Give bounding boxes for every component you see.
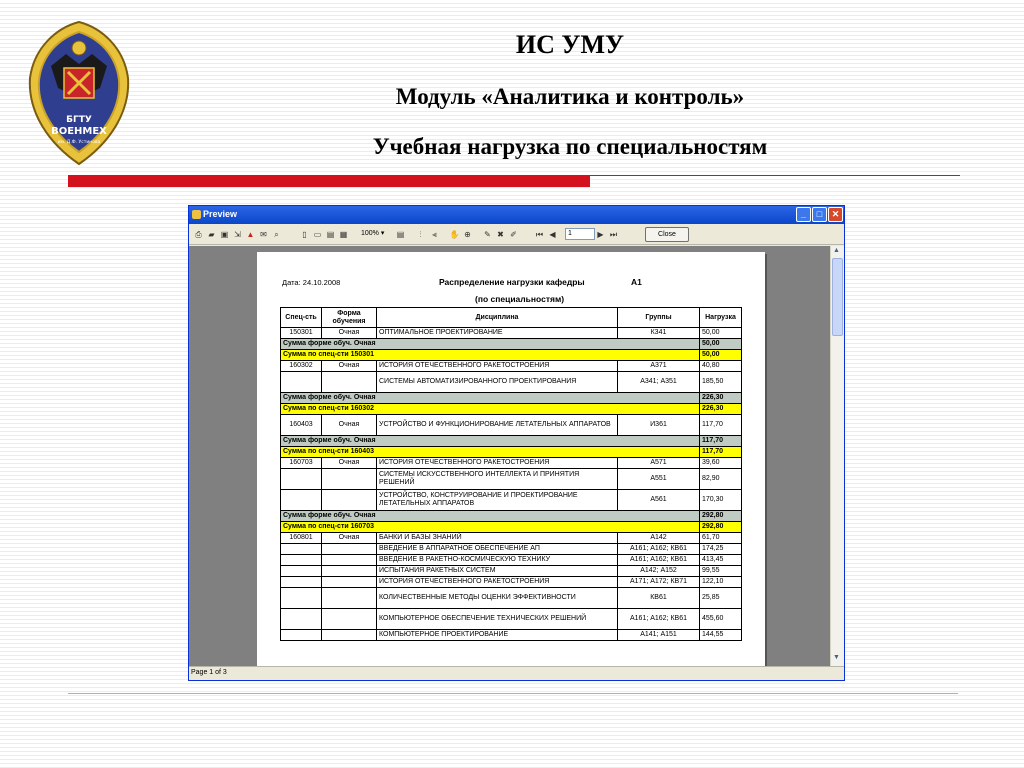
table-row: [281, 458, 742, 469]
report-date: Дата: 24.10.2008: [282, 278, 341, 287]
table-cell-disc: КОМПЬЮТЕРНОЕ ОБЕСПЕЧЕНИЕ ТЕХНИЧЕСКИХ РЕШЕНИЙ: [377, 609, 618, 630]
open-icon[interactable]: ▰: [208, 230, 215, 239]
table-cell-form: Очная: [322, 415, 377, 436]
column-header: Спец-сть: [281, 308, 322, 328]
table-cell-load: 174,25: [700, 544, 742, 555]
table-cell-load: 185,50: [700, 372, 742, 393]
page-subtitle: Учебная нагрузка по специальностям: [372, 134, 768, 159]
bottom-divider: [68, 693, 958, 694]
report-dept: А1: [631, 277, 642, 287]
table-cell-disc: СИСТЕМЫ ИСКУССТВЕННОГО ИНТЕЛЛЕКТА И ПРИНЯТИЯ РЕШЕНИЙ: [377, 469, 618, 490]
table-cell-form: [322, 544, 377, 555]
table-cell-load: 99,55: [700, 566, 742, 577]
form-total-row: [281, 436, 742, 447]
table-row: [281, 533, 742, 544]
table-cell-disc: ВВЕДЕНИЕ В АППАРАТНОЕ ОБЕСПЕЧЕНИЕ АП: [377, 544, 618, 555]
table-cell-load: 455,60: [700, 609, 742, 630]
table-cell-groups: А142; А152: [618, 566, 700, 577]
report-table-body: [281, 328, 742, 641]
table-cell-spec: [281, 588, 322, 609]
table-cell-groups: КВ61: [618, 588, 700, 609]
table-cell-spec: [281, 577, 322, 588]
table-cell-load: 50,00: [700, 339, 742, 350]
table-cell-spec: [281, 609, 322, 630]
table-cell-form: [322, 609, 377, 630]
column-header: Дисциплина: [377, 308, 618, 328]
table-row: [281, 415, 742, 436]
page-title: ИС УМУ: [515, 30, 625, 59]
column-header: Форма обучения: [322, 308, 377, 328]
table-cell-groups: А142: [618, 533, 700, 544]
table-cell-groups: А571: [618, 458, 700, 469]
table-cell-spec: 160302: [281, 361, 322, 372]
zoom-select[interactable]: 100% ▾: [361, 230, 385, 237]
table-cell-disc: КОЛИЧЕСТВЕННЫЕ МЕТОДЫ ОЦЕНКИ ЭФФЕКТИВНОСТИ: [377, 588, 618, 609]
spec-total-row: [281, 522, 742, 533]
table-cell-form: [322, 469, 377, 490]
table-cell-load: 122,10: [700, 577, 742, 588]
red-divider-line: [590, 175, 960, 176]
design-icon[interactable]: ✐: [510, 230, 517, 239]
table-cell-label: Сумма форме обуч. Очная: [281, 436, 700, 447]
table-cell-groups: А341; А351: [618, 372, 700, 393]
table-cell-load: 226,30: [700, 404, 742, 415]
table-cell-spec: [281, 544, 322, 555]
red-divider-bar: [68, 175, 590, 187]
table-cell-load: 226,30: [700, 393, 742, 404]
print-icon[interactable]: ⎙: [195, 230, 202, 239]
page-setup-icon[interactable]: ▤: [396, 230, 405, 239]
logo-text-bottom: им. Д.Ф. Устинова: [57, 140, 101, 145]
find-icon[interactable]: ⌕: [274, 230, 279, 239]
table-cell-groups: К341: [618, 328, 700, 339]
table-cell-groups: И361: [618, 415, 700, 436]
table-row: [281, 372, 742, 393]
table-cell-groups: А141; А151: [618, 630, 700, 641]
table-cell-disc: УСТРОЙСТВО И ФУНКЦИОНИРОВАНИЕ ЛЕТАТЕЛЬНЫХ АППАРАТОВ: [377, 415, 618, 436]
table-cell-label: Сумма по спец-сти 160703: [281, 522, 700, 533]
table-cell-label: Сумма по спец-сти 150301: [281, 350, 700, 361]
table-cell-groups: А371: [618, 361, 700, 372]
table-cell-form: [322, 490, 377, 511]
app-icon: [192, 210, 201, 219]
table-cell-label: Сумма по спец-сти 160403: [281, 447, 700, 458]
table-cell-disc: КОМПЬЮТЕРНОЕ ПРОЕКТИРОВАНИЕ: [377, 630, 618, 641]
table-cell-spec: [281, 469, 322, 490]
table-row: [281, 544, 742, 555]
window-title: Preview: [203, 209, 238, 219]
pdf-icon[interactable]: ▲: [246, 230, 255, 239]
table-cell-form: Очная: [322, 458, 377, 469]
header-footer-icon[interactable]: ⫷: [432, 230, 437, 239]
preview-toolbar: [189, 225, 844, 245]
window-titlebar[interactable]: [189, 206, 844, 224]
zoom-tool-icon[interactable]: ⊕: [464, 230, 471, 239]
table-cell-load: 50,00: [700, 328, 742, 339]
preview-area[interactable]: [189, 246, 830, 666]
table-row: [281, 577, 742, 588]
edit-page-icon[interactable]: ✎: [484, 230, 491, 239]
vertical-scrollbar[interactable]: [830, 246, 844, 666]
page-number-input[interactable]: 1: [565, 228, 595, 240]
table-cell-groups: А161; А162; КВ61: [618, 555, 700, 566]
table-cell-disc: ОПТИМАЛЬНОЕ ПРОЕКТИРОВАНИЕ: [377, 328, 618, 339]
last-page-icon[interactable]: ⏭: [609, 230, 618, 239]
table-cell-load: 40,80: [700, 361, 742, 372]
table-row: [281, 328, 742, 339]
table-cell-disc: БАНКИ И БАЗЫ ЗНАНИЙ: [377, 533, 618, 544]
table-cell-label: Сумма форме обуч. Очная: [281, 511, 700, 522]
table-cell-form: [322, 566, 377, 577]
margins-icon[interactable]: ⫶: [419, 230, 422, 239]
table-cell-form: Очная: [322, 361, 377, 372]
scroll-down-icon[interactable]: ▼: [833, 654, 840, 661]
report-subtitle: (по специальностям): [475, 294, 565, 304]
logo-text-mid: ВОЕНМЕХ: [51, 126, 107, 137]
spec-total-row: [281, 350, 742, 361]
save-icon[interactable]: ▣: [220, 230, 229, 239]
table-cell-disc: ИСПЫТАНИЯ РАКЕТНЫХ СИСТЕМ: [377, 566, 618, 577]
form-total-row: [281, 511, 742, 522]
table-cell-spec: 160801: [281, 533, 322, 544]
first-page-icon[interactable]: ⏮: [535, 230, 544, 239]
logo-text-top: БГТУ: [66, 115, 92, 125]
table-header-row: [281, 308, 742, 328]
table-cell-label: Сумма по спец-сти 160302: [281, 404, 700, 415]
table-cell-disc: ИСТОРИЯ ОТЕЧЕСТВЕННОГО РАКЕТОСТРОЕНИЯ: [377, 458, 618, 469]
table-cell-load: 50,00: [700, 350, 742, 361]
table-cell-form: [322, 555, 377, 566]
export-icon[interactable]: ⇲: [234, 230, 241, 239]
table-cell-spec: [281, 630, 322, 641]
table-cell-load: 413,45: [700, 555, 742, 566]
form-total-row: [281, 393, 742, 404]
table-row: [281, 630, 742, 641]
table-cell-groups: А561: [618, 490, 700, 511]
table-row: [281, 490, 742, 511]
table-cell-form: [322, 588, 377, 609]
table-cell-groups: А161; А162; КВ61: [618, 609, 700, 630]
delete-page-icon[interactable]: ✖: [497, 230, 504, 239]
one-page-icon[interactable]: ▯: [302, 230, 307, 239]
table-cell-disc: ИСТОРИЯ ОТЕЧЕСТВЕННОГО РАКЕТОСТРОЕНИЯ: [377, 577, 618, 588]
table-cell-spec: 150301: [281, 328, 322, 339]
table-cell-load: 117,70: [700, 447, 742, 458]
close-window-icon[interactable]: ✕: [828, 207, 843, 222]
preview-window: [188, 205, 845, 681]
table-row: [281, 361, 742, 372]
table-cell-form: [322, 630, 377, 641]
table-cell-load: 144,55: [700, 630, 742, 641]
multi-page-icon[interactable]: ▦: [339, 230, 348, 239]
table-cell-disc: ИСТОРИЯ ОТЕЧЕСТВЕННОГО РАКЕТОСТРОЕНИЯ: [377, 361, 618, 372]
table-cell-label: Сумма форме обуч. Очная: [281, 393, 700, 404]
email-icon[interactable]: ✉: [260, 230, 267, 239]
table-cell-load: 292,80: [700, 511, 742, 522]
table-cell-load: 292,80: [700, 522, 742, 533]
table-cell-groups: А551: [618, 469, 700, 490]
table-cell-load: 39,60: [700, 458, 742, 469]
scroll-thumb[interactable]: [832, 258, 843, 336]
table-cell-spec: [281, 555, 322, 566]
column-header: Нагрузка: [700, 308, 742, 328]
table-cell-spec: 160703: [281, 458, 322, 469]
table-cell-load: 117,70: [700, 436, 742, 447]
table-cell-form: Очная: [322, 533, 377, 544]
table-cell-label: Сумма форме обуч. Очная: [281, 339, 700, 350]
prev-page-icon[interactable]: ◀: [549, 230, 556, 239]
status-bar: [189, 666, 844, 680]
two-pages-icon[interactable]: ▭: [313, 230, 322, 239]
table-cell-load: 82,90: [700, 469, 742, 490]
table-cell-load: 61,70: [700, 533, 742, 544]
table-cell-load: 117,70: [700, 415, 742, 436]
module-title: Модуль «Аналитика и контроль»: [395, 84, 745, 109]
table-cell-groups: А171; А172; КВ71: [618, 577, 700, 588]
table-cell-spec: [281, 372, 322, 393]
table-row: [281, 609, 742, 630]
spec-total-row: [281, 447, 742, 458]
table-cell-disc: ВВЕДЕНИЕ В РАКЕТНО-КОСМИЧЕСКУЮ ТЕХНИКУ: [377, 555, 618, 566]
table-cell-disc: УСТРОЙСТВО, КОНСТРУИРОВАНИЕ И ПРОЕКТИРОВАНИЕ ЛЕТАТЕЛЬНЫХ АППАРАТОВ: [377, 490, 618, 511]
column-header: Группы: [618, 308, 700, 328]
scroll-up-icon[interactable]: ▲: [833, 247, 840, 254]
table-cell-form: [322, 372, 377, 393]
table-row: [281, 555, 742, 566]
report-title: Распределение нагрузки кафедры: [439, 277, 585, 287]
bgtu-voenmeh-logo: [26, 18, 132, 166]
table-cell-form: Очная: [322, 328, 377, 339]
form-total-row: [281, 339, 742, 350]
report-page: [257, 252, 765, 666]
table-cell-form: [322, 577, 377, 588]
table-cell-spec: [281, 490, 322, 511]
table-row: [281, 588, 742, 609]
minimize-icon[interactable]: _: [796, 207, 811, 222]
table-cell-groups: А161; А162; КВ61: [618, 544, 700, 555]
maximize-icon[interactable]: □: [812, 207, 827, 222]
table-cell-load: 170,30: [700, 490, 742, 511]
table-cell-load: 25,85: [700, 588, 742, 609]
table-row: [281, 566, 742, 577]
report-table: [280, 307, 742, 641]
table-cell-spec: [281, 566, 322, 577]
spec-total-row: [281, 404, 742, 415]
page-count-status: Page 1 of 3: [191, 669, 227, 676]
next-page-icon[interactable]: ▶: [597, 230, 604, 239]
table-row: [281, 469, 742, 490]
hand-tool-icon[interactable]: ✋: [449, 230, 460, 239]
table-cell-spec: 160403: [281, 415, 322, 436]
page-width-icon[interactable]: ▤: [326, 230, 335, 239]
table-cell-disc: СИСТЕМЫ АВТОМАТИЗИРОВАННОГО ПРОЕКТИРОВАНИЯ: [377, 372, 618, 393]
close-button[interactable]: Close: [645, 227, 689, 242]
